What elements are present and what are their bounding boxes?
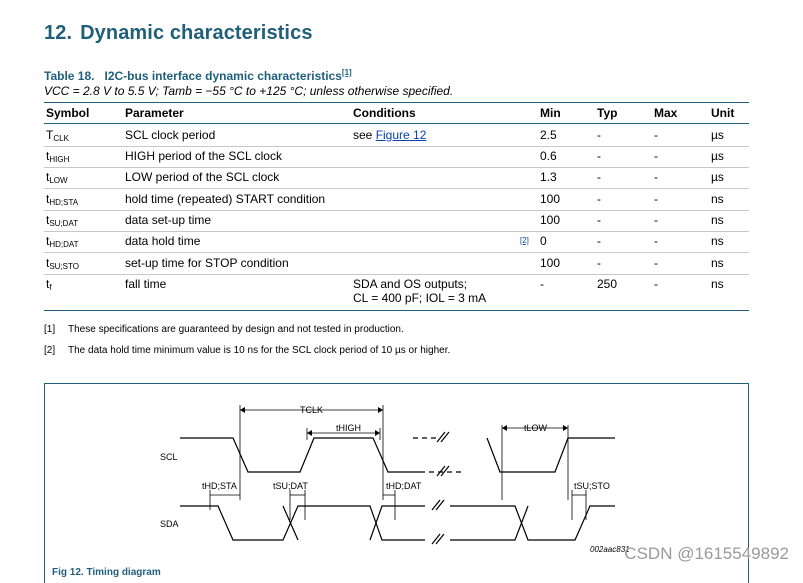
table-cell-symbol: $t_{HIGH}$	[46, 149, 70, 164]
tsudat-label: tSU;DAT	[273, 481, 308, 491]
section-title-text: Dynamic characteristics	[80, 22, 313, 44]
table-cell-min: 2.5	[540, 128, 557, 142]
table-cell-min: 0.6	[540, 149, 557, 163]
sda-waveform-tail-low	[450, 506, 528, 540]
thigh-label: tHIGH	[336, 423, 362, 433]
table-cell-parameter: SCL clock period	[125, 128, 216, 142]
tsusto-label: tSU;STO	[574, 481, 610, 491]
table-conditions: VCC = 2.8 V to 5.5 V; Tamb = −55 °C to +125 °C; unless otherwise specified.	[44, 84, 454, 98]
watermark: CSDN @1615549892	[624, 544, 789, 563]
table-cell-max: -	[654, 170, 658, 184]
table-cell-parameter: set-up time for STOP condition	[125, 256, 289, 270]
tlow-label: tLOW	[524, 423, 548, 433]
table-cell-symbol: $t_f$	[46, 277, 52, 292]
table-cell-symbol: $t_{SU;STO}$	[46, 256, 79, 271]
table-cell-typ: 250	[597, 277, 618, 291]
table-cell-typ: -	[597, 213, 601, 227]
table-cell-unit: µs	[711, 170, 724, 184]
table-cell-max: -	[654, 149, 658, 163]
table-cell-typ: -	[597, 192, 601, 206]
figure-caption: Fig 12. Timing diagram	[52, 567, 161, 578]
table-label: Table 18.	[44, 69, 95, 83]
table-cell-conditions: see Figure 12	[353, 128, 427, 142]
footnote-2-tag: [2]	[44, 345, 56, 356]
table-cell-parameter: fall time	[125, 277, 167, 291]
table-cell-unit: ns	[711, 277, 724, 291]
table-cell-typ: -	[597, 234, 601, 248]
table-cell-unit: ns	[711, 213, 724, 227]
table-cell-symbol: $t_{HD;DAT}$	[46, 234, 79, 249]
table-cell-typ: -	[597, 256, 601, 270]
table-header-parameter: Parameter	[125, 106, 184, 120]
table-header-min: Min	[540, 106, 561, 120]
table-cell-symbol: $t_{LOW}$	[46, 170, 68, 185]
break-mark	[432, 432, 449, 544]
table-cell-max: -	[654, 213, 658, 227]
table-cell-typ: -	[597, 149, 601, 163]
thdsta-label: tHD;STA	[202, 481, 237, 491]
table-cell-unit: ns	[711, 234, 724, 248]
table-cell-conditions: SDA and OS outputs; CL = 400 pF; IOL = 3 mA	[353, 277, 487, 305]
footnote-2-text: The data hold time minimum value is 10 ns for the SCL clock period of 10 µs or higher.	[68, 345, 451, 356]
figure-link[interactable]: Figure 12	[375, 128, 427, 142]
table-header-conditions: Conditions	[353, 106, 416, 120]
scl-waveform	[180, 438, 420, 472]
table-cell-min: 0	[540, 234, 547, 248]
table-cell-parameter: data set-up time	[125, 213, 212, 227]
table-cell-parameter: HIGH period of the SCL clock	[125, 149, 282, 163]
table-cell-unit: µs	[711, 128, 724, 142]
table-cell-min: 100	[540, 213, 561, 227]
sda-label: SDA	[160, 519, 179, 529]
table-cell-max: -	[654, 256, 658, 270]
table-cell-symbol: $t_{HD;STA}$	[46, 192, 79, 207]
table-cell-min: 1.3	[540, 170, 557, 184]
table-footnote-link[interactable]: [1]	[341, 68, 352, 77]
footnote-ref-link[interactable]: [2]	[520, 236, 529, 245]
tclk-label: TCLK	[300, 405, 324, 415]
table-cell-max: -	[654, 192, 658, 206]
table-title: I2C-bus interface dynamic characteristics	[104, 69, 342, 83]
figure-code: 002aac831	[590, 545, 630, 554]
table-header-symbol: Symbol	[46, 106, 90, 120]
table-cell-symbol: $T_{CLK}$	[46, 128, 69, 143]
sda-waveform-upper	[180, 506, 425, 540]
table-cell-parameter: hold time (repeated) START condition	[125, 192, 326, 206]
table-cell-typ: -	[597, 128, 601, 142]
table-cell-parameter: data hold time	[125, 234, 201, 248]
footnote-1-tag: [1]	[44, 324, 56, 335]
table-cell-min: 100	[540, 192, 561, 206]
table-cell-unit: ns	[711, 192, 724, 206]
scl-label: SCL	[160, 452, 178, 462]
table-cell-max: -	[654, 277, 658, 291]
table-cell-symbol: $t_{SU;DAT}$	[46, 213, 79, 228]
table-cell-max: -	[654, 128, 658, 142]
table-header-unit: Unit	[711, 106, 735, 120]
table-cell-min: -	[540, 277, 544, 291]
table-header-typ: Typ	[597, 106, 618, 120]
table-cell-parameter: LOW period of the SCL clock	[125, 170, 280, 184]
table-cell-max: -	[654, 234, 658, 248]
table-cell-min: 100	[540, 256, 561, 270]
scl-waveform-tail	[487, 438, 615, 472]
section-number: 12.	[44, 22, 73, 44]
table-header-max: Max	[654, 106, 678, 120]
table-cell-unit: ns	[711, 256, 724, 270]
thddat-label: tHD;DAT	[386, 481, 422, 491]
table-cell-typ: -	[597, 170, 601, 184]
footnote-1-text: These specifications are guaranteed by design and not tested in production.	[68, 324, 404, 335]
sda-waveform-tail	[450, 506, 615, 540]
sda-waveform-mid	[370, 506, 425, 540]
table-cell-unit: µs	[711, 149, 724, 163]
